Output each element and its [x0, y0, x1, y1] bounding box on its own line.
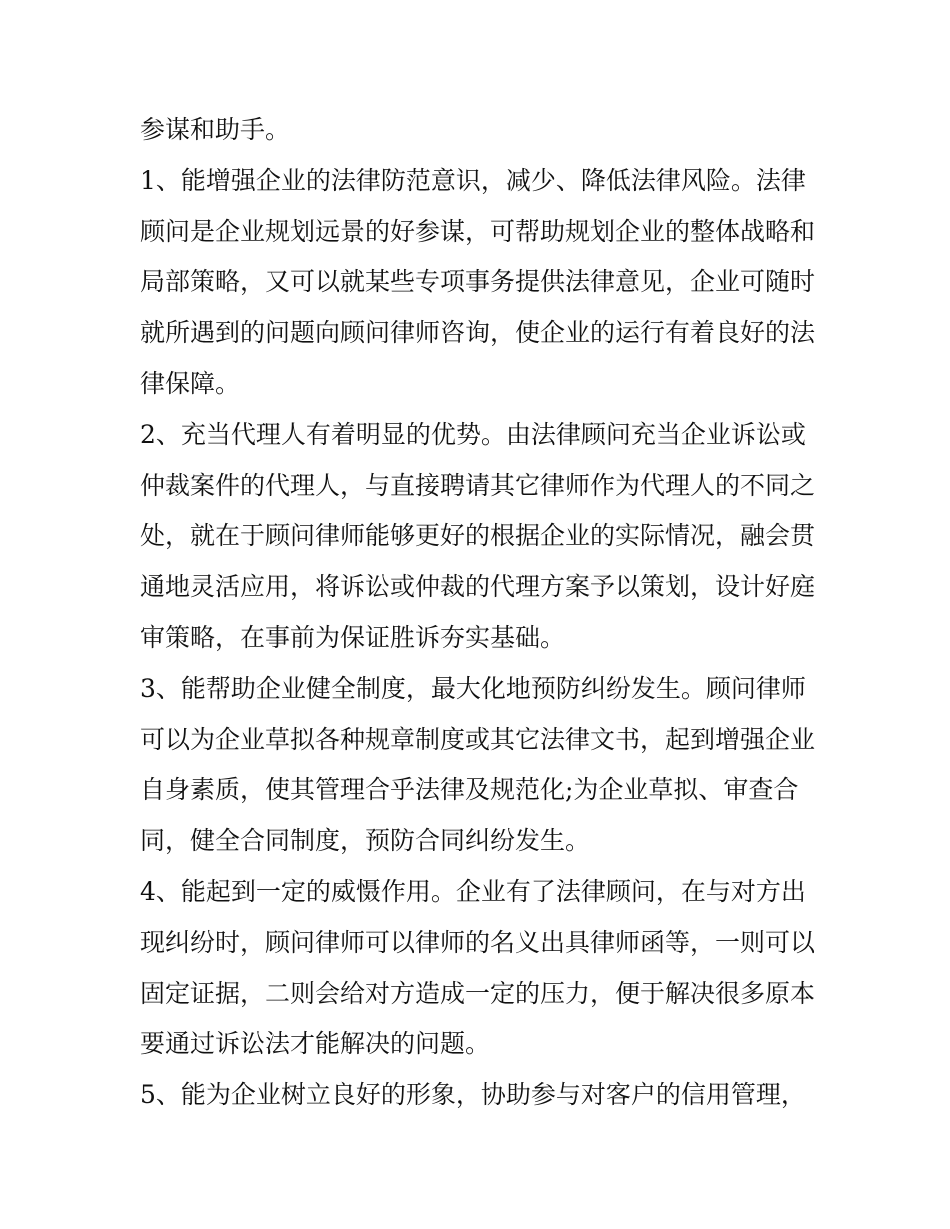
paragraph-point-2: 2、充当代理人有着明显的优势。由法律顾问充当企业诉讼或仲裁案件的代理人，与直接聘请其它律师作为代理人的不同之处，就在于顾问律师能够更好的根据企业的实际情况，融会贯通地灵活应用，将诉讼或仲裁的代理方案予以策划，设计好庭审策略，在事前为保证胜诉夯实基础。 [140, 419, 816, 652]
paragraph-point-4: 4、能起到一定的威慑作用。企业有了法律顾问，在与对方出现纠纷时，顾问律师可以律师的名义出具律师函等，一则可以固定证据，二则会给对方造成一定的压力，便于解决很多原本要通过诉讼法才能解决的问题。 [140, 876, 816, 1059]
paragraph-point-1: 1、能增强企业的法律防范意识，减少、降低法律风险。法律顾问是企业规划远景的好参谋，可帮助规划企业的整体战略和局部策略，又可以就某些专项事务提供法律意见，企业可随时就所遇到的问题向顾问律师咨询，使企业的运行有着良好的法律保障。 [140, 165, 816, 398]
paragraph-point-5: 5、能为企业树立良好的形象，协助参与对客户的信用管理， [140, 1080, 806, 1110]
document-body [140, 105, 820, 1121]
paragraph-continuation: 参谋和助手。 [140, 115, 291, 144]
paragraph-point-3: 3、能帮助企业健全制度，最大化地预防纠纷发生。顾问律师可以为企业草拟各种规章制度或其它法律文书，起到增强企业自身素质，使其管理合乎法律及规范化;为企业草拟、审查合同，健全合同制度，预防合同纠纷发生。 [140, 673, 816, 856]
